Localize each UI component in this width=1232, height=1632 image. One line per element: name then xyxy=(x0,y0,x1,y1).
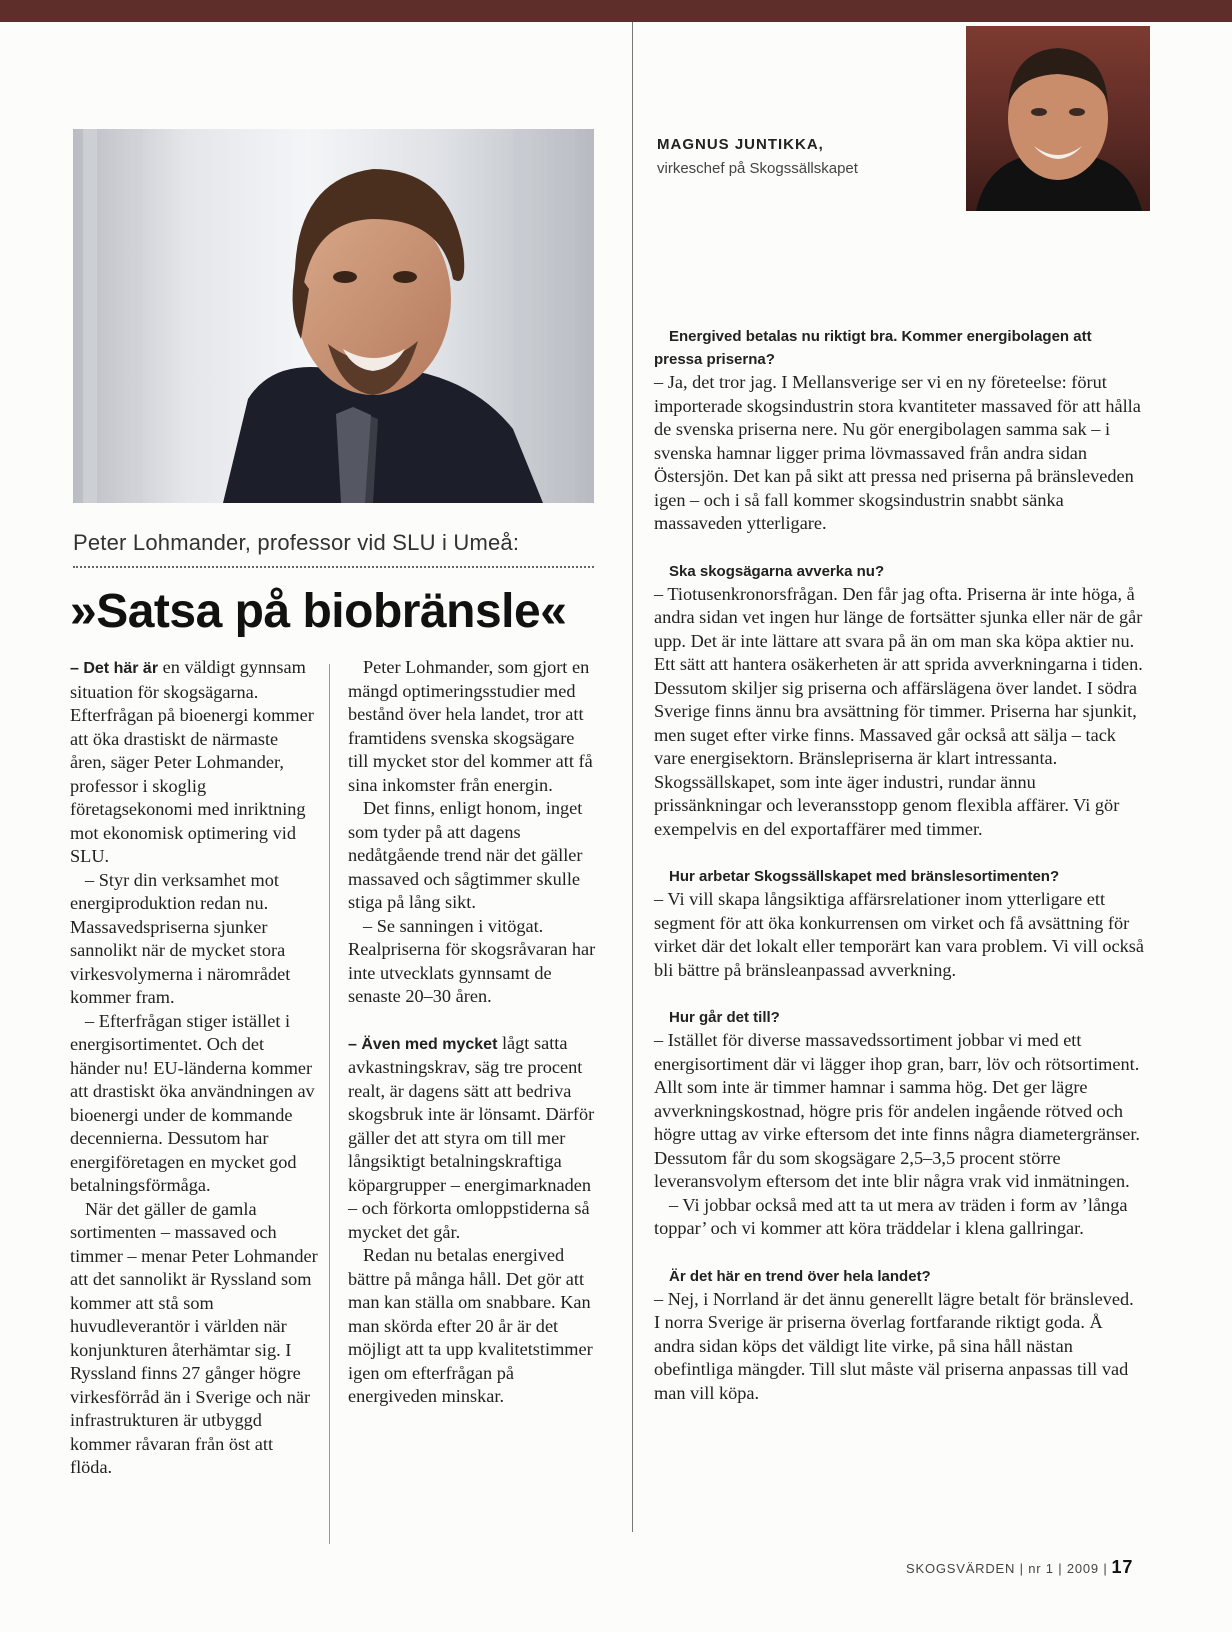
portrait-photo-lohmander xyxy=(73,129,594,503)
interviewee-name: MAGNUS JUNTIKKA, xyxy=(657,136,824,153)
page-footer xyxy=(906,1557,1133,1578)
paragraph: – Se sanningen i vitögat. Realpriserna för skogsråvaran har inte utvecklats gynnsamt de senaste 20–30 åren. xyxy=(348,915,596,1006)
article-column-2 xyxy=(348,656,596,1409)
lead-in: – Det här är xyxy=(70,660,159,677)
question: Energived betalas nu riktigt bra. Kommer energibolagen att pressa priserna? xyxy=(654,328,1092,368)
question: Hur arbetar Skogssällskapet med bränslesortimenten? xyxy=(669,868,1060,885)
question: Ska skogsägarna avverka nu? xyxy=(669,562,885,580)
answer: – Nej, i Norrland är det ännu generellt lägre betalt för bränsleved. I norra Sverige är priserna överlag fortfarande riktigt goda. Å andra sidan köps det väldigt lite virke, på sina håll nästan obefintliga mängder. Till slut måste väl priserna anpassas till vad man vill köpa. xyxy=(654,1288,1134,1403)
page-number: 17 xyxy=(1111,1557,1134,1577)
question: Är det här en trend över hela landet? xyxy=(669,1267,931,1285)
footer-publication: SKOGSVÄRDEN | nr 1 | 2009 | xyxy=(906,1561,1108,1576)
paragraph: Redan nu betalas energived bättre på många håll. Det gör att man kan ställa om snabbare. Kan man skörda efter 20 år är det möjligt att ta upp kvalitetstimmer igen om efterfrågan på energiveden minskar. xyxy=(348,1245,593,1406)
answer: – Vi vill skapa långsiktiga affärsrelationer inom ytterligare ett segment för att öka konkurrensen om virket och få avsättning för virket där det lokalt eller temporärt kan vara problem. Vi vill också bli bättre på bränsleanpassad avverkning. xyxy=(654,889,1144,980)
paragraph: – Styr din verksamhet mot energiproduktion redan nu. Massavedspriserna sjunker sannolikt när de mycket stora virkesvolymerna i närområdet kommer fram. xyxy=(70,869,291,1007)
interviewee-role: virkeschef på Skogssällskapet xyxy=(657,160,858,177)
dotted-divider xyxy=(73,566,594,568)
answer: – Istället för diverse massavedssortiment jobbar vi med ett energisortiment där vi lägger ihop gran, barr, löv och rötsortiment. Allt som inte är timmer hamnar i samma hög. Det ger lägre avverkningskostnad, högre pris för andelen ingående rötved och högre uttag av virke eftersom det inte finns några diametergränser. Dessutom får du som skogsägare 2,5–3,5 procent större leveransvolym eftersom det inte blir några vrak vid inmätningen. xyxy=(654,1030,1140,1191)
column-rule xyxy=(329,664,330,1544)
paragraph: Peter Lohmander, som gjort en mängd optimeringsstudier med bestånd över hela landet, tror att framtidens svenska skogsägare till mycket stor del kommer att få sina inkomster från energin. xyxy=(348,657,593,795)
answer: – Tiotusenkronorsfrågan. Den får jag ofta. Priserna är inte höga, å andra sidan vet ingen hur länge de fortsätter sjunka eller när de går upp. Det är inte lättare att svara på än om man ska köpa aktier nu. Ett sätt att hantera osäkerheten är att sprida avverkningarna i tiden. Dessutom skiljer sig priserna och affärslägena över landet. I södra Sverige finns ännu bra avsättning för timmer. Priserna har sjunkit, men suget efter virke finns. Massaved går också att sälja – tack vare energisektorn. Bränslepriserna är klart intressanta. Skogssällskapet, som inte äger industri, rundar ännu prissänkningar och leveransstopp genom flexibla affärer. Vi gör exempelvis en del exportaffärer med timmer. xyxy=(654,583,1143,839)
paragraph: – Även med mycket lågt satta avkastningskrav, säg tre procent realt, är dagens sätt att bedriva skogsbruk inte är lönsamt. Därför gäller det att styra om till mer långsiktigt betalningskraftiga köpargrupper – energimarknaden – och förkorta omloppstiderna så mycket det går. xyxy=(348,1032,595,1242)
paragraph: Det finns, enligt honom, inget som tyder på att dagens nedåtgående trend när det gäller massaved och sågtimmer skulle stiga på lång sikt. xyxy=(348,798,583,912)
paragraph: När det gäller de gamla sortimenten – massaved och timmer – menar Peter Lohmander att det sannolikt är Ryssland som kommer att stå som huvudleverantör i världen när konjunkturen återhämtar sig. I Ryssland finns 27 gånger högre virkesförråd än i Sverige och när infrastrukturen är utbyggd kommer råvaran från öst att flöda. xyxy=(70,1198,318,1477)
article-column-1 xyxy=(70,656,318,1480)
article-kicker: Peter Lohmander, professor vid SLU i Umeå: xyxy=(73,530,520,555)
lead-in: – Även med mycket xyxy=(348,1035,498,1053)
column-divider xyxy=(632,22,633,1532)
interview-column xyxy=(654,325,1144,1405)
question: Hur går det till? xyxy=(669,1009,780,1026)
paragraph: – Efterfrågan stiger istället i energisortimentet. Och det händer nu! EU-länderna kommer att drastiskt öka användningen av bioenergi under de kommande decennierna. Dessutom har energiföretagen en mycket god betalningsförmåga. xyxy=(70,1010,315,1195)
portrait-photo-juntikka xyxy=(966,26,1150,211)
answer: – Ja, det tror jag. I Mellansverige ser vi en ny företeelse: förut importerade skogsindustrin stora kvantiteter massaved för att hålla de svenska priserna nere. Nu gör energibolagen samma sak – i svenska hamnar ligger prima lövmassaved från andra sidan Östersjön. Det kan på sikt att pressa ned priserna på bränsleveden igen – och i så fall kommer skogsindustrin snabbt sänka massaveden ytterligare. xyxy=(654,372,1141,533)
answer: – Vi jobbar också med att ta ut mera av träden i form av ’långa toppar’ och vi kommer att köra träddelar i klena gallringar. xyxy=(654,1194,1128,1238)
paragraph: – Det här är en väldigt gynnsam situation för skogsägarna. Efterfrågan på bioenergi kommer att öka drastiskt de närmaste åren, säger Peter Lohmander, professor i skoglig företagsekonomi med inriktning mot ekonomisk optimering vid SLU. xyxy=(70,657,314,866)
header-bar xyxy=(0,0,1232,22)
article-headline: »Satsa på biobränsle« xyxy=(70,585,567,638)
